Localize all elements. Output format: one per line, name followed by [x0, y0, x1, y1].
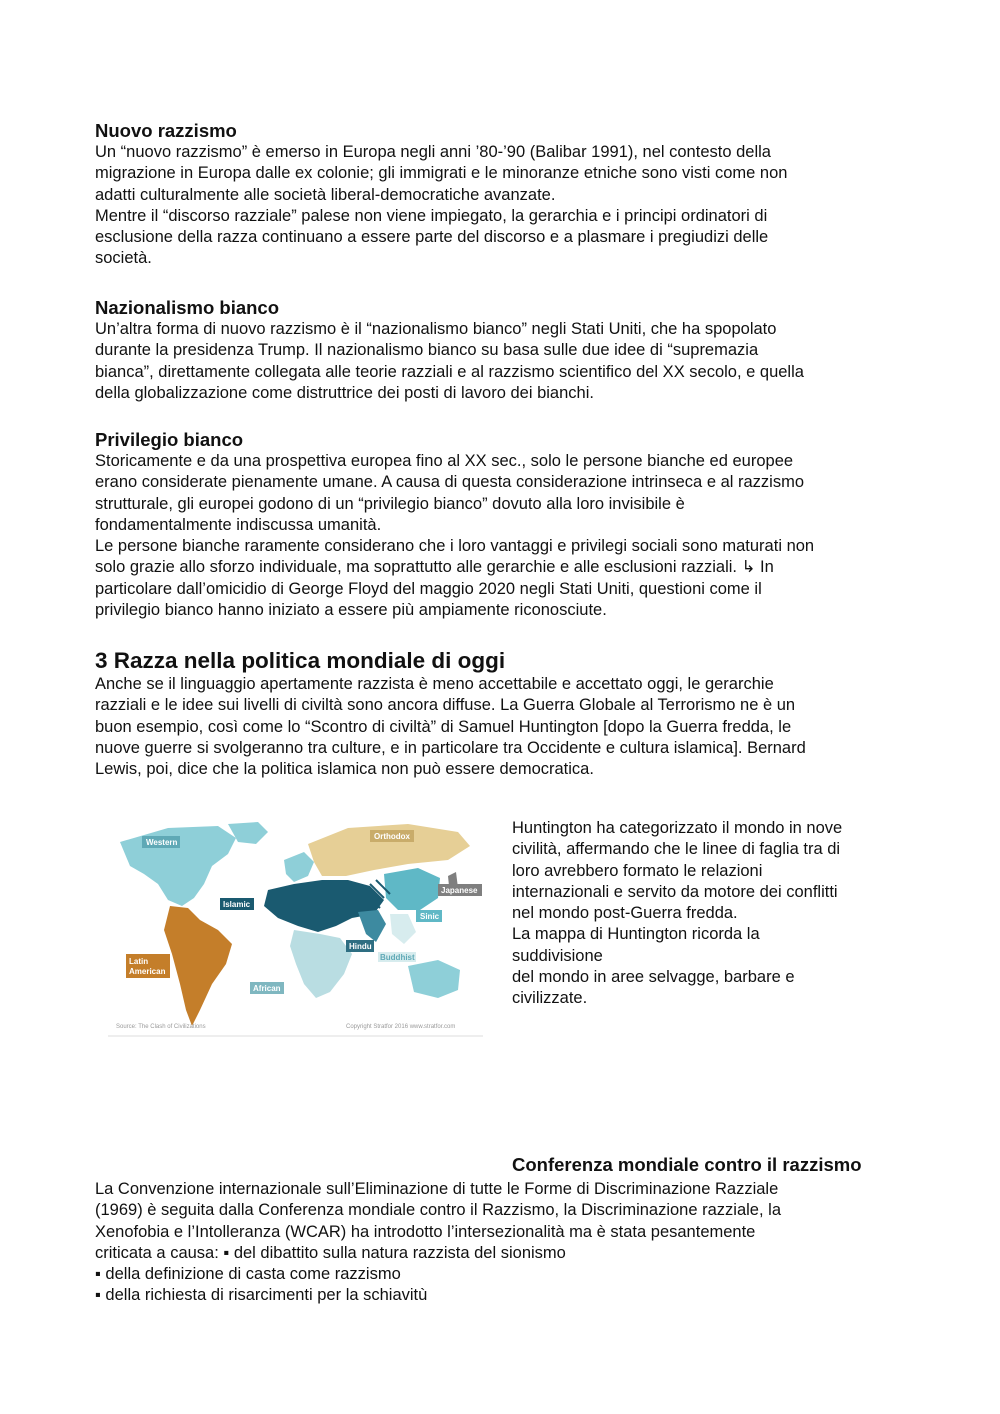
- paragraph: Mentre il “discorso razziale” palese non viene impiegato, la gerarchia e i principi ordinatori di esclusione della razza continuano a essere parte del discorso e a plasmare i pregiudizi delle società.: [95, 206, 769, 268]
- label-orthodox: Orthodox: [374, 832, 410, 841]
- paragraph: Un “nuovo razzismo” è emerso in Europa negli anni ’80-’90 (Balibar 1991), nel contesto della migrazione in Europa dalle ex colonie; gli immigrati e le minoranze etniche sono visti come non adatti culturalmente alle società liberal-democratiche avanzate.: [95, 143, 788, 204]
- list-item: ▪ della definizione di casta come razzismo: [95, 1265, 401, 1284]
- section-nazionalismo-bianco: [95, 297, 910, 404]
- label-sinic: Sinic: [420, 912, 440, 921]
- map-source: Source: The Clash of Civilizations: [116, 1024, 206, 1030]
- label-western: Western: [146, 838, 178, 847]
- map-description: [512, 818, 902, 1010]
- label-african: African: [253, 984, 281, 993]
- map-copyright: Copyright Stratfor 2016 www.stratfor.com: [346, 1024, 456, 1030]
- paragraph: Le persone bianche raramente considerano che i loro vantaggi e privilegi sociali sono maturati non solo grazie allo sforzo individuale, ma soprattutto alle gerarchie e alle esclusioni razziali. ↳ In particolare dall’omicidio di George Floyd del maggio 2020 negli Stati Uniti, questioni come il privilegio bianco hanno iniziato a essere più ampiamente riconosciute.: [95, 537, 815, 620]
- section-title: Privilegio bianco: [95, 429, 244, 450]
- chapter-razza-politica-mondiale: [95, 648, 910, 780]
- list-item: ▪ della richiesta di risarcimenti per la schiavitù: [95, 1286, 428, 1305]
- paragraph: Huntington ha categorizzato il mondo in nove civilità, affermando che le linee di faglia tra di loro avrebbero formato le relazioni internazionali e servito da motore dei conflitti nel mondo post-Guerra fredda. La mappa di Huntington ricorda la suddivisione del mondo in aree selvagge, barbare e civilizzate.: [512, 819, 843, 1008]
- label-buddhist: Buddhist: [380, 953, 415, 962]
- label-japanese: Japanese: [441, 886, 478, 895]
- chapter-title: 3 Razza nella politica mondiale di oggi: [95, 648, 506, 673]
- civilizations-map: [108, 814, 483, 1042]
- paragraph: Storicamente e da una prospettiva europea fino al XX sec., solo le persone bianche ed europee erano considerate pienamente umane. A causa di questa considerazione intrinseca e al razzismo strutturale, gli europei godono di un “privilegio bianco” dovuto alla loro invisibile è fondamentalmente indiscussa umanità.: [95, 452, 805, 534]
- world-map-svg: [108, 814, 483, 1042]
- label-islamic: Islamic: [223, 900, 251, 909]
- paragraph: Anche se il linguaggio apertamente razzista è meno accettabile e accettato oggi, le gerarchie razziali e le idee sui livelli di civiltà sono ancora diffuse. La Guerra Globale al Terrorismo ne è un buon esempio, così come lo “Scontro di civiltà” di Samuel Huntington [dopo la Guerra fredda, le nuove guerre si svolgeranno tra culture, e in particolare tra Occidente e cultura islamica]. Bernard Lewis, poi, dice che la politica islamica non può essere democratica.: [95, 675, 806, 779]
- section-privilegio-bianco: [95, 429, 910, 621]
- paragraph: La Convenzione internazionale sull’Eliminazione di tutte le Forme di Discriminazione Razziale (1969) è seguita dalla Conferenza mondiale contro il Razzismo, la Discriminazione razziale, la Xenofobia e l’Intolleranza (WCAR) ha introdotto l’intersezionalità ma è stata pesantemente criticata a causa: ▪ del dibattito sulla natura razzista del sionismo: [95, 1180, 781, 1262]
- section-title: Nuovo razzismo: [95, 120, 237, 141]
- section-title: Nazionalismo bianco: [95, 297, 280, 318]
- section-title: Conferenza mondiale contro il razzismo: [512, 1154, 862, 1175]
- section-nuovo-razzismo: [95, 120, 910, 270]
- paragraph: Un’altra forma di nuovo razzismo è il “nazionalismo bianco” negli Stati Uniti, che ha spopolato durante la presidenza Trump. Il nazionalismo bianco su basa sulle due idee di “supremazia bianca”, direttamente collegata alle teorie razziali e al razzismo scientifico del XX secolo, e quella della globalizzazione come distruttrice dei posti di lavoro dei bianchi.: [95, 320, 804, 402]
- label-latin-american: Latin American: [129, 957, 166, 976]
- conference-title-wrap: [512, 1154, 932, 1176]
- label-hindu: Hindu: [349, 942, 372, 951]
- conference-section: [95, 1179, 910, 1307]
